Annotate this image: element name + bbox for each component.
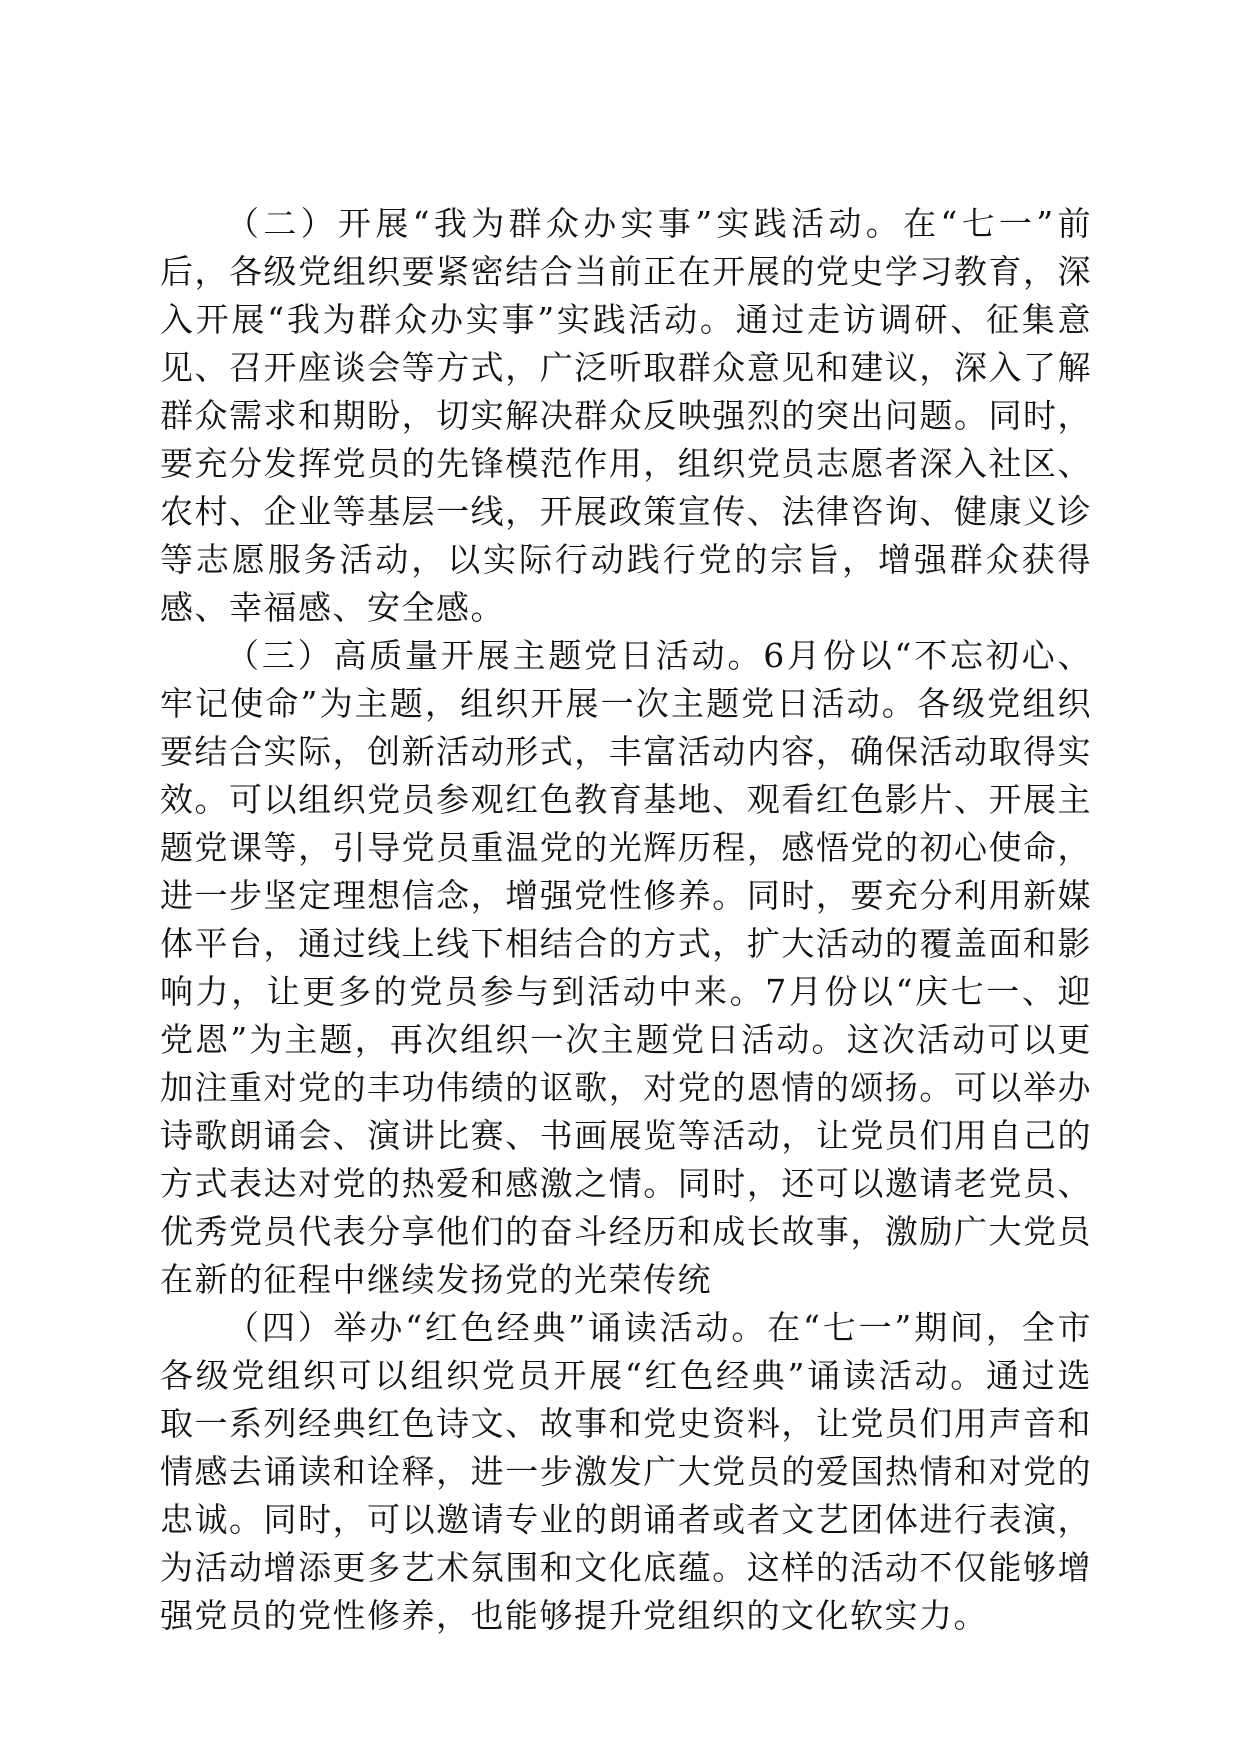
paragraph-activity-3: （三）高质量开展主题党日活动。6月份以“不忘初心、牢记使命”为主题，组织开展一次主题党日活动。各级党组织要结合实际，创新活动形式，丰富活动内容，确保活动取得实效。可以组织党员参观红色教育基地、观看红色影片、开展主题党课等，引导党员重温党的光辉历程，感悟党的初心使命，进一步坚定理想信念，增强党性修养。同时，要充分利用新媒体平台，通过线上线下相结合的方式，扩大活动的覆盖面和影响力，让更多的党员参与到活动中来。7月份以“庆七一、迎党恩”为主题，再次组织一次主题党日活动。这次活动可以更加注重对党的丰功伟绩的讴歌，对党的恩情的颂扬。可以举办诗歌朗诵会、演讲比赛、书画展览等活动，让党员们用自己的方式表达对党的热爱和感激之情。同时，还可以邀请老党员、优秀党员代表分享他们的奋斗经历和成长故事，激励广大党员在新的征程中继续发扬党的光荣传统 [160, 636, 1092, 1299]
paragraph-activity-2: （二）开展“我为群众办实事”实践活动。在“七一”前后，各级党组织要紧密结合当前正在开展的党史学习教育，深入开展“我为群众办实事”实践活动。通过走访调研、征集意见、召开座谈会等方式，广泛听取群众意见和建议，深入了解群众需求和期盼，切实解决群众反映强烈的突出问题。同时，要充分发挥党员的先锋模范作用，组织党员志愿者深入社区、农村、企业等基层一线，开展政策宣传、法律咨询、健康义诊等志愿服务活动，以实际行动践行党的宗旨，增强群众获得感、幸福感、安全感。 [160, 204, 1092, 627]
document-body [160, 200, 1092, 1640]
paragraph-activity-4: （四）举办“红色经典”诵读活动。在“七一”期间，全市各级党组织可以组织党员开展“红色经典”诵读活动。通过选取一系列经典红色诗文、故事和党史资料，让党员们用声音和情感去诵读和诠释，进一步激发广大党员的爱国热情和对党的忠诚。同时，可以邀请专业的朗诵者或者文艺团体进行表演，为活动增添更多艺术氛围和文化底蕴。这样的活动不仅能够增强党员的党性修养，也能够提升党组织的文化软实力。 [160, 1308, 1092, 1635]
